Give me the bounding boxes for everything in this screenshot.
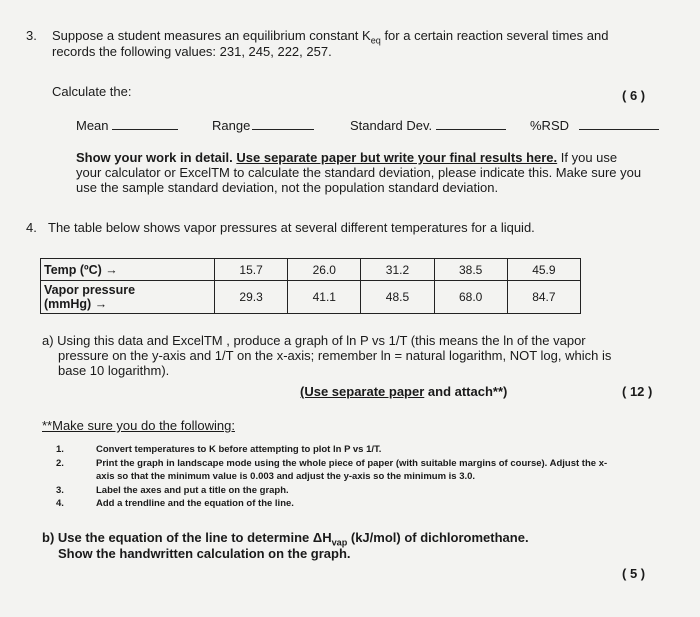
- pressure-label: [41, 281, 215, 314]
- step-number: 2.: [56, 458, 64, 469]
- part-a-line2: pressure on the y-axis and 1/T on the x-axis; remember ln = natural logarithm, NOT log, which is: [58, 348, 612, 363]
- range-label: Range: [212, 118, 251, 133]
- step-text: axis so that the minimum value is 0.003 and adjust the y-axis so the minimum is 3.0.: [96, 471, 476, 482]
- use-separate-paper: (Use separate paper: [300, 384, 425, 399]
- q3-text-a: Suppose a student measures an equilibrium constant K: [52, 28, 371, 43]
- step-number: 1.: [56, 444, 64, 455]
- part-a-line3: base 10 logarithm).: [58, 363, 170, 378]
- calculate-label: Calculate the:: [52, 84, 132, 99]
- rsd-blank: [579, 128, 659, 130]
- part-a-line1: a) Using this data and ExcelTM , produce a graph of ln P vs 1/T (this means the ln of the vapor: [42, 333, 586, 348]
- steps-list: [56, 444, 686, 524]
- temp-cell: 31.2: [361, 259, 434, 281]
- instr-line2: your calculator or ExcelTM to calculate the standard deviation, please indicate this. Make sure you: [76, 165, 642, 180]
- separate-paper-note: Use separate paper but write your final results here.: [236, 150, 558, 165]
- part-b-line2: Show the handwritten calculation on the graph.: [58, 546, 351, 561]
- temp-cell: 38.5: [434, 259, 507, 281]
- part-b-a: b) Use the equation of the line to determine ΔH: [42, 530, 332, 545]
- q3-number: 3.: [26, 28, 37, 43]
- std-field: [350, 118, 506, 133]
- rsd-label: %RSD: [530, 118, 570, 133]
- mean-field: [76, 118, 178, 133]
- pressure-cell: 41.1: [288, 281, 361, 314]
- instr-tail: If you use: [557, 150, 618, 165]
- attach-note: [300, 384, 507, 399]
- table-row: [41, 281, 581, 314]
- std-label: Standard Dev.: [350, 118, 433, 133]
- pressure-cell: 48.5: [361, 281, 434, 314]
- std-blank: [436, 128, 506, 130]
- instr-line1: [76, 150, 617, 165]
- mean-blank: [112, 128, 178, 130]
- q3-text-line1: [52, 28, 608, 46]
- q4-number: 4.: [26, 220, 37, 235]
- part-a-points: ( 12 ): [622, 384, 653, 399]
- pressure-cell: 68.0: [434, 281, 507, 314]
- temp-label: Temp (ºC) →: [41, 259, 215, 281]
- q3-text-b: for a certain reaction several times and: [380, 28, 609, 43]
- part-b-line1: [42, 530, 529, 548]
- temp-cell: 15.7: [215, 259, 288, 281]
- keq-subscript: eq: [370, 35, 381, 46]
- show-work: Show your work in detail.: [76, 150, 233, 165]
- make-sure-heading: **Make sure you do the following:: [42, 418, 235, 433]
- attach-text: and attach**): [424, 384, 508, 399]
- instr-line3: use the sample standard deviation, not the population standard deviation.: [76, 180, 499, 195]
- step-number: 3.: [56, 485, 64, 496]
- table-row: [41, 259, 581, 281]
- step-text: Add a trendline and the equation of the line.: [96, 498, 294, 509]
- range-blank: [252, 128, 314, 130]
- part-b-points: ( 5 ): [622, 566, 646, 581]
- pressure-label-line1: Vapor pressure: [44, 283, 136, 297]
- mean-label: Mean: [76, 118, 109, 133]
- step-text: Label the axes and put a title on the graph.: [96, 485, 289, 496]
- temp-cell: 26.0: [288, 259, 361, 281]
- q4-intro: The table below shows vapor pressures at several different temperatures for a liquid.: [48, 220, 535, 235]
- rsd-field: [530, 118, 659, 133]
- q3-text-line2: records the following values: 231, 245, 222, 257.: [52, 44, 332, 59]
- pressure-cell: 29.3: [215, 281, 288, 314]
- step-text: Print the graph in landscape mode using the whole piece of paper (with suitable margins of course). Adjust the x-: [96, 458, 608, 469]
- pressure-cell: 84.7: [507, 281, 580, 314]
- step-text: Convert temperatures to K before attempting to plot ln P vs 1/T.: [96, 444, 382, 455]
- pressure-label-line2: (mmHg) →: [44, 297, 108, 311]
- step-number: 4.: [56, 498, 64, 509]
- temp-cell: 45.9: [507, 259, 580, 281]
- q3-points: ( 6 ): [622, 88, 646, 103]
- part-b-b: (kJ/mol) of dichloromethane.: [347, 530, 529, 545]
- vapor-pressure-table: [40, 258, 581, 314]
- range-field: [212, 118, 314, 133]
- vap-subscript: vap: [331, 537, 348, 548]
